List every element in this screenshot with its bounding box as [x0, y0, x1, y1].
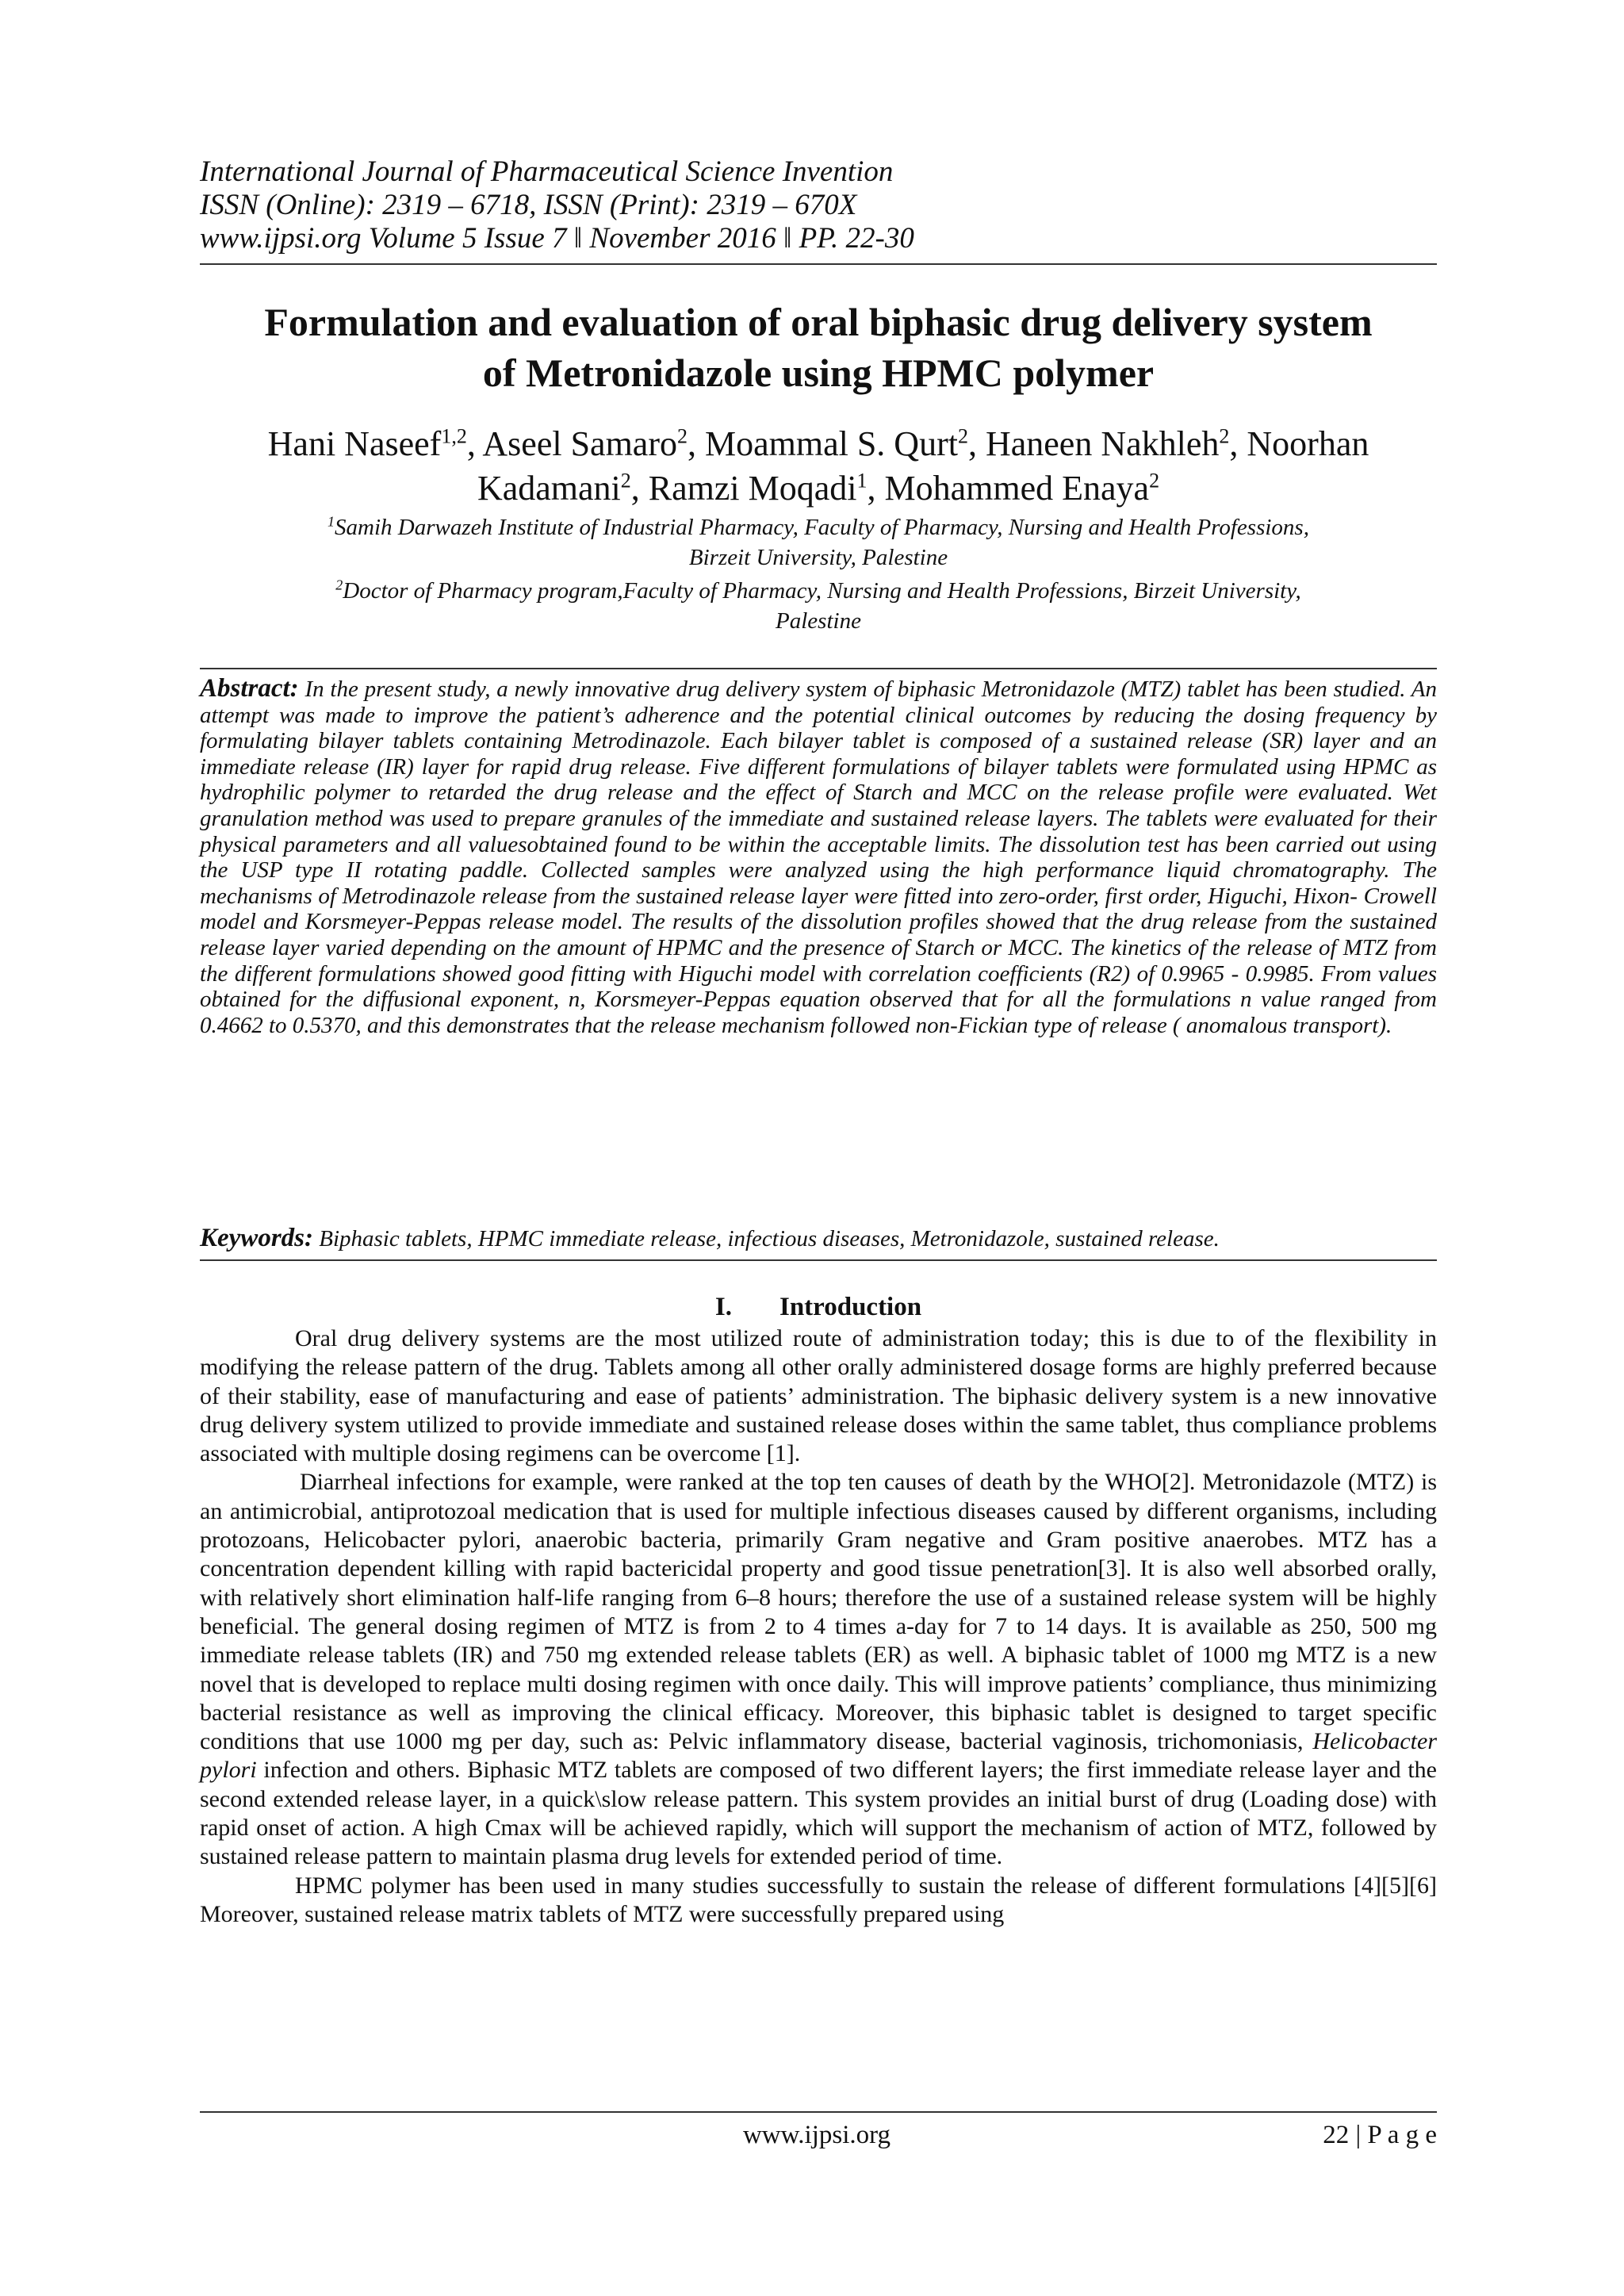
abstract-label: Abstract:	[200, 674, 299, 703]
author-affiliation-mark: 2	[957, 424, 968, 448]
author-affiliation-mark: 1,2	[441, 424, 467, 448]
keywords-label: Keywords:	[200, 1224, 313, 1252]
author-affiliation-mark: 2	[676, 424, 688, 448]
author-list: Hani Naseef$^{1,2}$, Aseel Samaro$^2$, Moammal S. Qurt$^2$, Haneen Nakhleh$^2$, Noorhan Kadamani$^2$, Ramzi Moqadi$^1$, Mohammed Enaya$^2$	[267, 424, 1369, 508]
author-affiliation-mark: 2	[1149, 469, 1160, 493]
section-number: I.	[714, 1293, 732, 1321]
paragraph: HPMC polymer has been used in many studies successfully to sustain the release of different formulations [4][5][6] Moreover, sustained release matrix tablets of MTZ were successfully prepared using	[200, 1872, 1437, 1927]
affiliation-line: Birzeit University, Palestine	[688, 545, 948, 570]
author-name: Mohammed Enaya	[884, 469, 1150, 508]
page-number: 22 | P a g e	[1323, 2121, 1437, 2149]
footer-url: www.ijpsi.org	[742, 2121, 891, 2149]
author-affiliation-mark: 2	[620, 469, 631, 493]
paragraph-text: infection and others. Biphasic MTZ tablets are composed of two different layers; the first immediate release layer and the second extended release layer, in a quick\slow release pattern. This system provides an initial burst of drug (Loading dose) with rapid onset of action. A high Cmax will be achieved rapidly, which will support the mechanism of action of MTZ, followed by sustained release pattern to maintain plasma drug levels for extended period of time.	[200, 1757, 1437, 1870]
affiliation-number: 2	[335, 577, 343, 593]
keywords-text: Biphasic tablets, HPMC immediate release, infectious diseases, Metronidazole, sustained release.	[319, 1226, 1220, 1251]
author-name: Haneen Nakhleh	[985, 424, 1220, 463]
title-line-1: Formulation and evaluation of oral biphasic drug delivery system	[264, 300, 1373, 344]
author-name: Hani Naseef	[267, 424, 442, 463]
abstract-text: In the present study, a newly innovative drug delivery system of biphasic Metronidazole (MTZ) tablet has been studied. An attempt was made to improve the patient’s adherence and the potential clinical outcomes by reducing the dosing frequency by formulating bilayer tablets containing Metrodinazole. Each bilayer tablet is composed of a sustained release (SR) layer and an immediate release (IR) layer for rapid drug release. Five different formulations of bilayer tablets were formulated using HPMC as hydrophilic polymer to retarded the drug release and the effect of Starch and MCC on the release profile were evaluated. Wet granulation method was used to prepare granules of the immediate and sustained release layers. The tablets were evaluated for their physical parameters and all valuesobtained found to be within the acceptable limits. The dissolution test has been carried out using the USP type II rotating paddle. Collected samples were analyzed using the high performance liquid chromatography. The mechanisms of Metrodinazole release from the sustained release layer were fitted into zero-order, first order, Higuchi, Hixon- Crowell model and Korsmeyer-Peppas release model. The results of the dissolution profiles showed that the drug release from the sustained release layer varied depending on the amount of HPMC and the presence of Starch or MCC. The kinetics of the release of MTZ from the different formulations showed good fitting with Higuchi model with correlation coefficients (R2) of 0.9965 - 0.9985. From values obtained for the diffusional exponent, n, Korsmeyer-Peppas equation observed that for all the formulations n value ranged from 0.4662 to 0.5370, and this demonstrates that the release mechanism followed non-Fickian type of release ( anomalous transport).	[200, 677, 1437, 1038]
affiliation-1	[200, 512, 1437, 573]
affiliation-line: Palestine	[776, 608, 861, 634]
affiliation-line: Samih Darwazeh Institute of Industrial Pharmacy, Faculty of Pharmacy, Nursing and Health Professions,	[335, 515, 1309, 540]
author-name: Aseel Samaro	[482, 424, 677, 463]
abstract-bottom-divider	[200, 1259, 1437, 1261]
author-name: Moammal S. Qurt	[704, 424, 958, 463]
affiliation-line: Doctor of Pharmacy program,Faculty of Pharmacy, Nursing and Health Professions, Birzeit University,	[343, 578, 1301, 604]
section-title: Introduction	[779, 1293, 922, 1321]
header-divider	[200, 263, 1437, 265]
paragraph-text: Diarrheal infections for example, were ranked at the top ten causes of death by the WHO[2]. Metronidazole (MTZ) is an antimicrobial, antiprotozoal medication that is used for multiple infectious diseases caused by different organisms, including protozoans, Helicobacter pylori, anaerobic bacteria, primarily Gram negative and Gram positive anaerobes. MTZ has a concentration dependent killing with rapid bactericidal property and good tissue penetration[3]. It is also well absorbed orally, with relatively short elimination half-life ranging from 6–8 hours; therefore the use of a sustained release system will be highly beneficial. The general dosing regimen of MTZ is from 2 to 4 times a-day for 7 to 14 days. It is available as 250, 500 mg immediate release tablets (IR) and 750 mg extended release tablets (ER) as well. A biphasic tablet of 1000 mg MTZ is a new novel that is developed to replace multi dosing regimen with once daily. This will improve patients’ compliance, thus minimizing bacterial resistance as well as improving the clinical efficacy. Moreover, this biphasic tablet is designed to target specific conditions that use 1000 mg per day, such as: Pelvic inflammatory disease, bacterial vaginosis, trichomoniasis,	[200, 1469, 1437, 1755]
journal-volume: www.ijpsi.org Volume 5 Issue 7 ǁ November 2016 ǁ PP. 22-30	[200, 222, 914, 255]
body-text	[200, 1324, 1437, 1929]
title-line-2: of Metronidazole using HPMC polymer	[482, 351, 1155, 395]
paragraph: Oral drug delivery systems are the most utilized route of administration today; this is due to of the flexibility in modifying the release pattern of the drug. Tablets among all other orally administered dosage forms are highly preferred because of their stability, ease of manufacturing and ease of patients’ administration. The biphasic delivery system is a new innovative drug delivery system utilized to provide immediate and sustained release doses within the same tablet, thus compliance problems associated with multiple dosing regimens can be overcome [1].	[200, 1325, 1437, 1467]
journal-name: International Journal of Pharmaceutical Science Invention	[200, 155, 894, 188]
affiliation-2	[200, 576, 1437, 636]
section-heading	[200, 1291, 1437, 1323]
species-name: Helicobacter pylori	[200, 1728, 1437, 1784]
author-name: Noorhan Kadamani	[477, 424, 1369, 508]
abstract	[200, 676, 1437, 1038]
journal-header	[200, 155, 1437, 255]
author-affiliation-mark: 2	[1219, 424, 1230, 448]
author-affiliation-mark: 1	[856, 469, 868, 493]
paper-title	[200, 297, 1437, 398]
author-name: Ramzi Moqadi	[648, 469, 857, 508]
paragraph	[200, 1468, 1437, 1871]
footer-divider	[200, 2111, 1437, 2113]
journal-issn: ISSN (Online): 2319 – 6718, ISSN (Print): 2319 – 670X	[200, 189, 857, 221]
keywords	[200, 1223, 1437, 1254]
affiliation-number: 1	[327, 513, 335, 530]
abstract-top-divider	[200, 668, 1437, 669]
